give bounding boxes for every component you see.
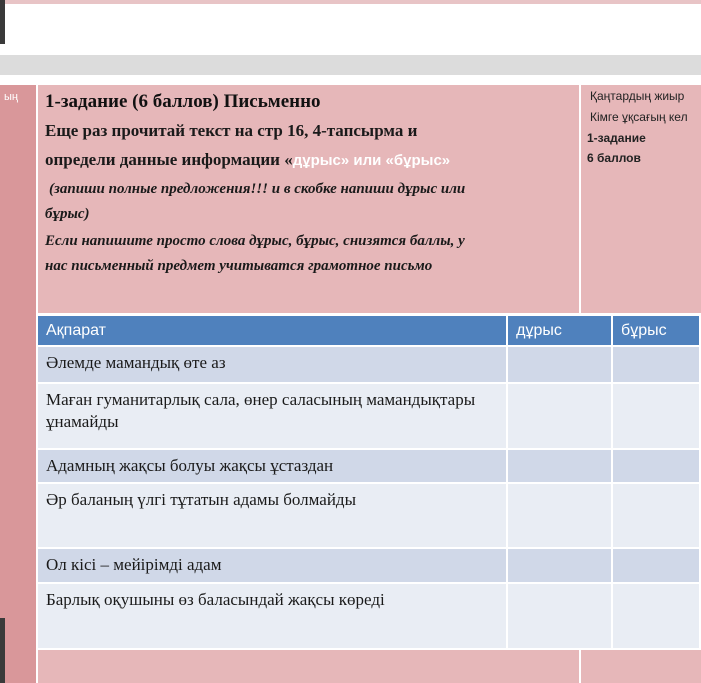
dark-edge-bottom (0, 618, 5, 683)
row-text: Барлық оқушыны өз баласындай жақсы көреді (38, 583, 507, 649)
cell-true[interactable] (507, 583, 612, 649)
cell-false[interactable] (612, 346, 700, 383)
bottom-pink-area (38, 650, 579, 683)
task-line-2: Еще раз прочитай текст на стр 16, 4-тапсырма и (45, 121, 418, 140)
cell-false[interactable] (612, 548, 700, 583)
table-header (38, 316, 700, 346)
task-line-3 (45, 150, 450, 170)
side-line-3: 1-задание (587, 131, 646, 145)
task-box (38, 85, 579, 313)
table-row (38, 548, 700, 583)
row-text: Адамның жақсы болуы жақсы ұстаздан (38, 449, 507, 483)
left-col-text: ың (4, 91, 18, 103)
cell-false[interactable] (612, 449, 700, 483)
cell-true[interactable] (507, 346, 612, 383)
row-text: Ол кісі – мейірімді адам (38, 548, 507, 583)
left-slide-column (0, 85, 36, 683)
task-line-5: бұрыс) (45, 206, 90, 222)
table-row (38, 583, 700, 649)
task-line-4: (запиши полные предложения!!! и в скобке напиши дұрыс или (49, 181, 466, 197)
side-box (581, 85, 701, 313)
cell-true[interactable] (507, 483, 612, 548)
row-text: Әр баланың үлгі тұтатын адамы болмайды (38, 483, 507, 548)
info-table (38, 316, 701, 650)
task-highlight: дұрыс» или «бұрыс» (292, 152, 451, 169)
cell-true[interactable] (507, 383, 612, 449)
side-line-2: Кімге ұқсағың кел (590, 110, 688, 124)
top-strip (0, 0, 701, 4)
header-true: дұрыс (507, 316, 612, 346)
cell-true[interactable] (507, 548, 612, 583)
side-line-1: Қаңтардың жиыр (590, 89, 685, 103)
row-text: Әлемде мамандық өте аз (38, 346, 507, 383)
side-line-4: 6 баллов (587, 151, 641, 165)
row-text: Маған гуманитарлық сала, өнер саласының мамандықтары ұнамайды (38, 383, 507, 449)
task-title: 1-задание (6 баллов) Письменно (45, 91, 321, 112)
cell-false[interactable] (612, 483, 700, 548)
table-row (38, 383, 700, 449)
header-false: бұрыс (612, 316, 700, 346)
task-line-7: нас письменный предмет учитыватся грамотное письмо (45, 258, 433, 274)
cell-true[interactable] (507, 449, 612, 483)
header-info: Ақпарат (38, 316, 507, 346)
dark-edge-top (0, 0, 5, 44)
table-row (38, 449, 700, 483)
table-row (38, 346, 700, 383)
grey-band (0, 55, 701, 75)
bottom-pink-side (581, 650, 701, 683)
task-line-6: Если напишите просто слова дұрыс, бұрыс, снизятся баллы, у (45, 233, 465, 249)
cell-false[interactable] (612, 583, 700, 649)
cell-false[interactable] (612, 383, 700, 449)
task-line-3-prefix: определи данные информации « (45, 150, 293, 169)
table-row (38, 483, 700, 548)
